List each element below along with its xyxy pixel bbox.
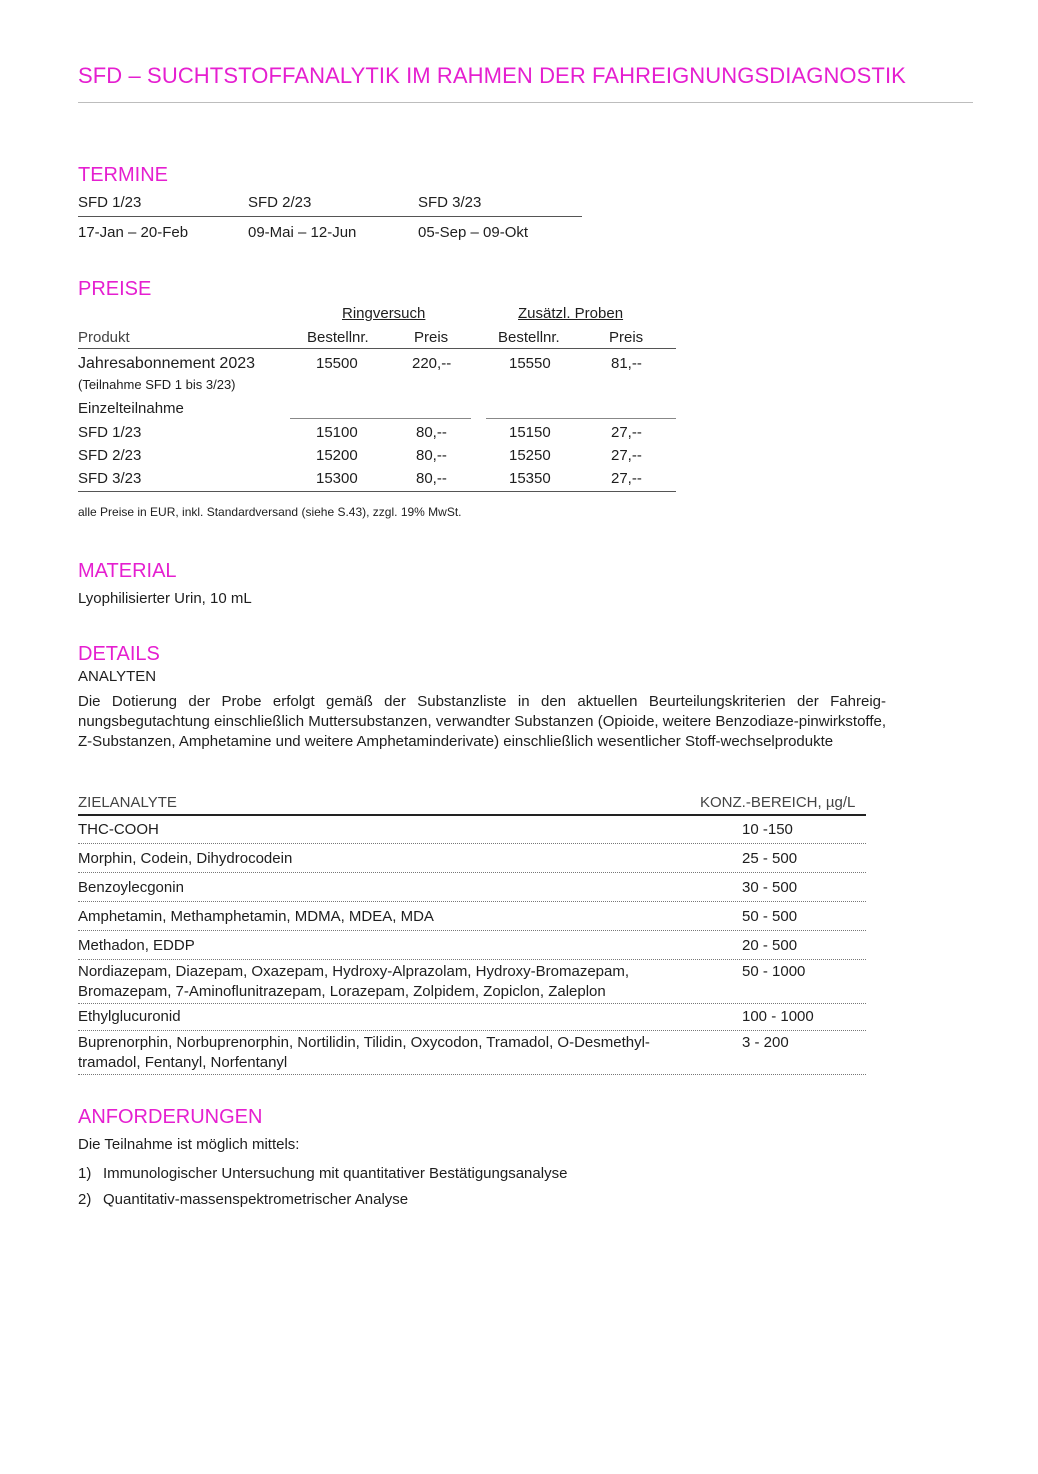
col-order-1: Bestellnr. bbox=[307, 329, 369, 346]
page-title: SFD – SUCHTSTOFFANALYTIK IM RAHMEN DER FAHREIGNUNGSDIAGNOSTIK bbox=[78, 63, 906, 88]
price-row-2-order1: 15200 bbox=[316, 447, 358, 464]
material-text: Lyophilisierter Urin, 10 mL bbox=[78, 590, 252, 607]
price-row-3-order1: 15300 bbox=[316, 470, 358, 487]
abo-name: Jahresabonnement 2023 bbox=[78, 355, 256, 372]
abo-sub: (Teilnahme SFD 1 bis 3/23) bbox=[78, 377, 236, 392]
analyte-row-4-name: Amphetamin, Methamphetamin, MDMA, MDEA, MDA bbox=[78, 908, 434, 925]
price-row-2-order2: 15250 bbox=[509, 447, 551, 464]
analyte-row-5-name: Methadon, EDDP bbox=[78, 937, 195, 954]
preise-bottom-rule bbox=[78, 491, 676, 492]
abo-order-1: 15500 bbox=[316, 355, 358, 372]
analyte-row-divider bbox=[78, 1003, 866, 1004]
col-price-1: Preis bbox=[414, 329, 449, 346]
price-row-1-name: SFD 1/23 bbox=[78, 424, 142, 441]
analyte-row-8-name: Buprenorphin, Norbuprenorphin, Nortilidin, Tilidin, Oxycodon, Tramadol, O-Desmethyl- bbox=[78, 1034, 650, 1051]
analyte-row-3-range: 30 - 500 bbox=[742, 879, 798, 896]
anforderung-2-text: Quantitativ-massenspektrometrischer Analyse bbox=[103, 1191, 409, 1208]
material-heading: MATERIAL bbox=[78, 560, 177, 582]
anforderungen-heading: ANFORDERUNGEN bbox=[78, 1106, 263, 1128]
analyte-row-7-name: Ethylglucuronid bbox=[78, 1008, 181, 1025]
analyten-paragraph: Die Dotierung der Probe erfolgt gemäß der Substanzliste in den aktuellen Beurteilungskriterien der Fahreig-nungsbegutachtung einschließlich Muttersubstanzen, verwandter Substanzen (Opioide, weitere Benzodiaze-pinwirkstoffe, Z-Substanzen, Amphetamine und weitere Amphetaminderivate) einschließlich wesentlicher Stoff-wechselprodukte bbox=[78, 693, 886, 750]
analyte-row-5-range: 20 - 500 bbox=[742, 937, 798, 954]
abo-price-2: 81,-- bbox=[611, 355, 642, 372]
title-divider bbox=[78, 102, 973, 103]
single-rule-2 bbox=[486, 418, 676, 419]
price-note: alle Preise in EUR, inkl. Standardversand (siehe S.43), zzgl. 19% MwSt. bbox=[78, 505, 462, 519]
analyte-row-8-name-cont: tramadol, Fentanyl, Norfentanyl bbox=[78, 1054, 288, 1071]
col-price-2: Preis bbox=[609, 329, 644, 346]
price-row-3-name: SFD 3/23 bbox=[78, 470, 142, 487]
group-ringversuch: Ringversuch bbox=[342, 305, 426, 322]
analyte-row-3-name: Benzoylecgonin bbox=[78, 879, 184, 896]
analyte-row-divider bbox=[78, 901, 866, 902]
analyte-header-rule bbox=[78, 814, 866, 816]
termine-divider bbox=[78, 216, 582, 217]
analyten-subheading: ANALYTEN bbox=[78, 668, 157, 685]
price-row-3-price1: 80,-- bbox=[416, 470, 447, 487]
analyte-row-divider bbox=[78, 959, 866, 960]
single-label: Einzelteilnahme bbox=[78, 400, 184, 417]
price-row-2-price2: 27,-- bbox=[611, 447, 642, 464]
col-analyte: ZIELANALYTE bbox=[78, 794, 177, 811]
termin-dates-3: 05-Sep – 09-Okt bbox=[418, 224, 529, 241]
termin-round-3: SFD 3/23 bbox=[418, 194, 482, 211]
analyte-row-6-name: Nordiazepam, Diazepam, Oxazepam, Hydroxy-Alprazolam, Hydroxy-Bromazepam, bbox=[78, 963, 630, 980]
termin-dates-1: 17-Jan – 20-Feb bbox=[78, 224, 189, 241]
price-row-1-order2: 15150 bbox=[509, 424, 551, 441]
analyte-row-7-range: 100 - 1000 bbox=[742, 1008, 814, 1025]
price-row-3-price2: 27,-- bbox=[611, 470, 642, 487]
preise-heading: PREISE bbox=[78, 278, 152, 300]
col-product: Produkt bbox=[78, 329, 130, 346]
analyte-row-divider bbox=[78, 1074, 866, 1075]
price-row-2-name: SFD 2/23 bbox=[78, 447, 142, 464]
single-rule-1 bbox=[290, 418, 471, 419]
col-order-2: Bestellnr. bbox=[498, 329, 560, 346]
termin-round-2: SFD 2/23 bbox=[248, 194, 312, 211]
anforderungen-intro: Die Teilnahme ist möglich mittels: bbox=[78, 1136, 300, 1153]
price-row-2-price1: 80,-- bbox=[416, 447, 447, 464]
analyte-row-divider bbox=[78, 843, 866, 844]
analyte-row-6-range: 50 - 1000 bbox=[742, 963, 806, 980]
anforderung-1-text: Immunologischer Untersuchung mit quantitativer Bestätigungsanalyse bbox=[103, 1165, 568, 1182]
price-row-1-price2: 27,-- bbox=[611, 424, 642, 441]
analyte-row-divider bbox=[78, 872, 866, 873]
price-row-3-order2: 15350 bbox=[509, 470, 551, 487]
termin-round-1: SFD 1/23 bbox=[78, 194, 142, 211]
analyte-row-divider bbox=[78, 930, 866, 931]
analyte-row-8-range: 3 - 200 bbox=[742, 1034, 789, 1051]
price-row-1-price1: 80,-- bbox=[416, 424, 447, 441]
abo-order-2: 15550 bbox=[509, 355, 551, 372]
analyte-row-1-range: 10 -150 bbox=[742, 821, 793, 838]
analyte-row-1-name: THC-COOH bbox=[78, 821, 159, 838]
termin-dates-2: 09-Mai – 12-Jun bbox=[248, 224, 357, 241]
anforderung-2-num: 2) bbox=[78, 1191, 92, 1208]
abo-price-1: 220,-- bbox=[412, 355, 452, 372]
analyte-row-2-name: Morphin, Codein, Dihydrocodein bbox=[78, 850, 293, 867]
preise-header-rule bbox=[78, 348, 676, 349]
details-heading: DETAILS bbox=[78, 643, 160, 665]
analyte-row-2-range: 25 - 500 bbox=[742, 850, 798, 867]
group-zusaetzl-proben: Zusätzl. Proben bbox=[518, 305, 624, 322]
col-range: KONZ.-BEREICH, µg/L bbox=[700, 794, 856, 811]
anforderung-1-num: 1) bbox=[78, 1165, 92, 1182]
analyte-row-6-name-cont: Bromazepam, 7-Aminoflunitrazepam, Lorazepam, Zolpidem, Zopiclon, Zaleplon bbox=[78, 983, 606, 1000]
termine-heading: TERMINE bbox=[78, 164, 168, 186]
price-row-1-order1: 15100 bbox=[316, 424, 358, 441]
analyte-row-4-range: 50 - 500 bbox=[742, 908, 798, 925]
analyte-row-divider bbox=[78, 1030, 866, 1031]
